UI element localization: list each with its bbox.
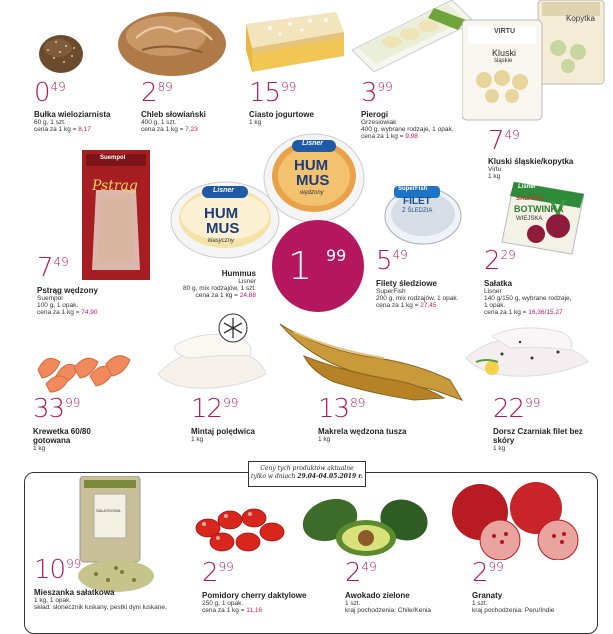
salatka-name: Sałatka (484, 279, 513, 288)
dorsz-price: $22^{99}$ (493, 394, 541, 424)
salatka-info-size: 140 g/150 g, wybrane rodzaje, (484, 295, 572, 302)
filety-info-brand: SuperFish (376, 288, 406, 295)
kluski-info-brand: Virtu (488, 166, 502, 173)
pomidory-info-size: 250 g, 1 opak. (202, 600, 244, 607)
krewetka-price: $33^{99}$ (33, 394, 81, 424)
filety-unit-price: cena za 1 kg = 27,45 (376, 302, 437, 309)
krewetka-info: 1 kg (33, 445, 46, 452)
hummus-front-mus: MUS (206, 220, 240, 237)
makrela-price: $13^{89}$ (318, 394, 366, 424)
bulka-name: Bułka wieloziarnista (34, 110, 111, 119)
krewetka-name: Krewetka 60/80 (33, 427, 91, 436)
bulka-price: $0^{49}$ (34, 78, 66, 108)
ciasto-name: Ciasto jogurtowe (249, 110, 314, 119)
dorsz-name-2: skóry (493, 436, 515, 445)
granaty-name: Granaty (472, 591, 503, 600)
hummus-front-brand: Lisner (213, 187, 235, 194)
cake-image (240, 4, 346, 76)
mieszanka-price: $10^{99}$ (34, 555, 82, 585)
salad-pack-brand: Lisner (518, 184, 537, 190)
seed-mix-bag-label: SAŁATKOWA (96, 508, 121, 513)
salad-pack-subname: WIEJSKA (516, 216, 543, 222)
smoked-mackerel-image (274, 316, 466, 408)
pstrag-info-brand: Suempol (37, 295, 63, 302)
filety-price: $5^{49}$ (376, 246, 408, 276)
pierogi-pack-image (348, 0, 476, 72)
kopytka-pack-title: Kopytka (566, 14, 595, 23)
cherry-tomatoes-image (192, 506, 288, 556)
pomidory-name: Pomidory cherry daktylowe (202, 591, 307, 600)
pstrag-price: $7^{49}$ (37, 253, 69, 283)
mintaj-name: Mintaj polędwica (191, 427, 256, 436)
bulka-unit-price: cena za 1 kg = 8,17 (34, 126, 91, 133)
chleb-name: Chleb słowiański (141, 110, 206, 119)
salatka-info-brand: Lisner (484, 288, 502, 295)
chleb-info: 400 g, 1 szt. (141, 119, 177, 126)
pierogi-name: Pierogi (361, 110, 389, 119)
salad-pack-image (500, 178, 586, 258)
hummus-back-hum: HUM (294, 157, 329, 174)
chleb-price: $2^{89}$ (141, 78, 173, 108)
salatka-unit-price: cena za 1 kg = 16,36/15,27 (484, 309, 563, 316)
kluski-name: Kluski śląskie/kopytka (488, 157, 574, 166)
hummus-name: Hummus (221, 269, 256, 278)
bread-loaf-image (116, 2, 228, 78)
filety-name: Filety śledziowe (376, 279, 437, 288)
pomidory-price: $2^{99}$ (202, 558, 234, 588)
shrimp-image (32, 346, 136, 394)
pstrag-name: Pstrąg wędzony (37, 286, 98, 295)
makrela-name: Makrela wędzona tusza (318, 427, 407, 436)
pierogi-unit-price: cena za 1 kg = 9,98 (361, 133, 418, 140)
mieszanka-info-size: 1 kg, 1 opak. (34, 597, 72, 604)
pstrag-unit-price: cena za 1 kg = 74,90 (37, 309, 98, 316)
kluski-price: $7^{49}$ (488, 126, 520, 156)
granaty-info-origin: kraj pochodzenia: Peru/Indie (472, 607, 555, 614)
pollock-fillet-image (154, 326, 270, 392)
hummus-info-brand: Lisner (238, 278, 256, 285)
kluski-pack-subtitle: śląskie (494, 58, 513, 64)
awokado-info-count: 1 szt. (345, 600, 361, 607)
salad-pack-name: BOTWINKA (514, 204, 564, 214)
salatka-info-pack: 1 opak. (484, 302, 506, 309)
hummus-back-flavor: wędzony (300, 190, 324, 196)
hummus-info-size: 80 g, mix rodzajów, 1 szt. (183, 285, 256, 292)
kluski-info-size: 1 kg (488, 173, 501, 180)
hummus-front-flavor: klasyczny (208, 238, 235, 244)
ciasto-price: $15^{99}$ (249, 78, 297, 108)
awokado-price: $2^{49}$ (345, 558, 377, 588)
hummus-price-badge (272, 220, 364, 312)
pstrag-info-size: 100 g, 1 opak. (37, 302, 79, 309)
bulka-info: 60 g, 1 szt. (34, 119, 66, 126)
mieszanka-name: Mieszanka sałatkowa (34, 588, 115, 597)
hummus-back-brand: Lisner (302, 140, 324, 147)
herring-pack-title: FILET (403, 196, 431, 207)
pierogi-info-size: 400 g, wybrane rodzaje, 1 opak. (361, 126, 454, 133)
mieszanka-info-ingredients: skład: słonecznik łuskany, pestki dyni łuskane, (34, 604, 167, 611)
mintaj-price: $12^{99}$ (191, 394, 239, 424)
dorsz-name: Dorsz Czarniak filet bez (493, 427, 583, 436)
price-validity-banner (248, 461, 366, 487)
banner-line-1: Ceny tych produktów aktualne (260, 465, 354, 472)
trout-pack-title: Pstrąg (92, 178, 138, 194)
mintaj-info: 1 kg (191, 436, 204, 443)
pierogi-info-brand: Grzesiowiak (361, 119, 397, 126)
seed-mix-bag-image (76, 476, 154, 594)
hummus-price-int: 1 (288, 244, 311, 288)
makrela-info: 1 kg (318, 436, 331, 443)
awokado-info-origin: kraj pochodzenia: Chile/Kenia (345, 607, 431, 614)
hummus-price-dec: 99 (326, 246, 347, 265)
banner-line-2: tylko w dniach 29.04-04.05.2019 r. (251, 473, 363, 480)
granaty-info-count: 1 szt. (472, 600, 488, 607)
hummus-back-mus: MUS (296, 172, 330, 189)
granaty-price: $2^{99}$ (472, 558, 504, 588)
avocado-image (300, 494, 430, 558)
trout-pack-image (82, 150, 150, 280)
hummus-unit-price: cena za 1 kg = 24,88 (195, 292, 256, 299)
filety-info-size: 200 g, mix rodzajów, 1 opak. (376, 295, 459, 302)
trout-pack-brand: Suempol (100, 155, 126, 161)
ciasto-info: 1 kg (249, 119, 262, 126)
awokado-name: Awokado zielone (345, 591, 410, 600)
kluski-pack-title: Kluski (492, 48, 517, 58)
hummus-front-hum: HUM (204, 205, 239, 222)
kluski-pack-brand: VIRTU (494, 28, 515, 35)
salad-pack-title: SAŁATKA (516, 196, 545, 202)
herring-pack-subtitle: Z ŚLEDZIA (402, 208, 433, 214)
chleb-unit-price: cena za 1 kg = 7,23 (141, 126, 198, 133)
snowflake-icon (218, 313, 248, 343)
pomegranate-image (444, 482, 584, 560)
pomidory-unit-price: cena za 1 kg = 11,16 (202, 607, 263, 614)
dorsz-info: 1 kg (493, 445, 506, 452)
krewetka-name-2: gotowana (33, 436, 71, 445)
pierogi-price: $3^{99}$ (361, 78, 393, 108)
salatka-price: $2^{29}$ (484, 246, 516, 276)
bread-roll-image (36, 28, 86, 76)
herring-pack-brand: SuperFish (398, 186, 428, 192)
cod-fillet-image (462, 318, 592, 384)
